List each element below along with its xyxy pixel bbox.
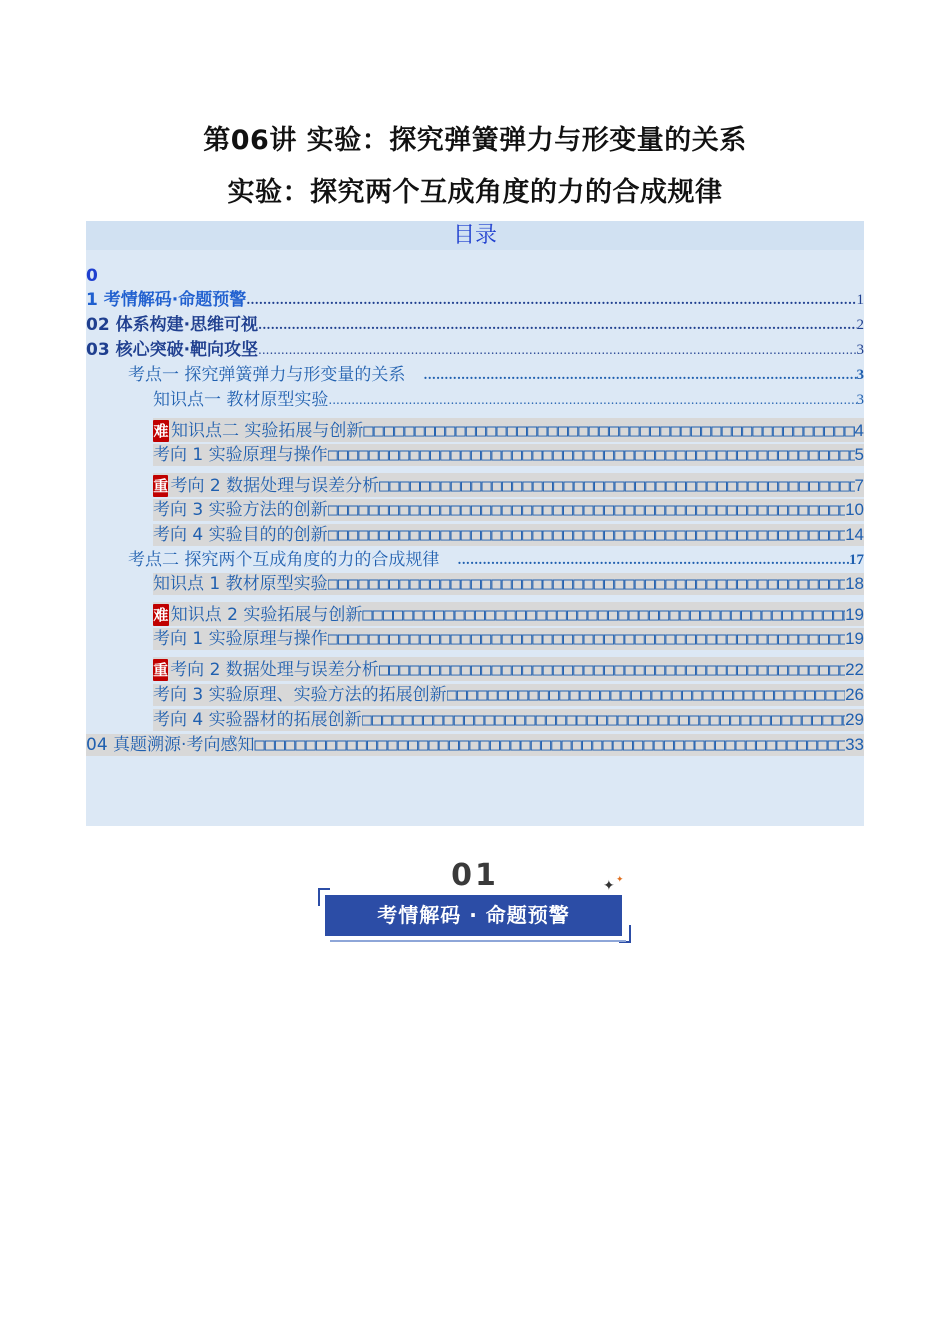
toc-entry-page: 19 <box>845 605 864 624</box>
toc-leader <box>328 524 845 546</box>
toc-top-marker: 0 <box>86 266 98 286</box>
toc-leader <box>246 289 856 311</box>
toc-entry-page: 3 <box>856 367 864 383</box>
toc-entry-label: 03 核心突破·靶向攻坚 <box>86 340 259 360</box>
toc-leader <box>362 709 845 731</box>
toc-entry-12[interactable] <box>153 573 864 595</box>
toc-entry-13[interactable] <box>153 602 864 626</box>
toc-entry-16[interactable] <box>153 684 864 706</box>
toc-entry-page: 2 <box>856 317 864 333</box>
section-number: 01 <box>451 858 499 893</box>
toc-entry-page: 19 <box>845 629 864 648</box>
toc-entry-label: 考点一 探究弹簧弹力与形变量的关系 <box>128 365 406 385</box>
toc-leader <box>379 659 845 681</box>
toc-entry-6[interactable] <box>153 418 864 442</box>
toc-entry-9[interactable] <box>153 499 864 521</box>
toc-entry-page: 17 <box>849 552 864 568</box>
key-point-badge-icon: 重 <box>153 661 169 679</box>
toc-entry-label: 知识点一 教材原型实验 <box>153 390 329 410</box>
toc-entry-label: 考向 1 实验原理与操作 <box>153 445 328 465</box>
toc-leader <box>328 444 855 466</box>
toc-entry-page: 7 <box>854 476 864 495</box>
toc-entry-label: 考向 4 实验器材的拓展创新 <box>153 710 362 730</box>
toc-entry-label: 考点二 探究两个互成角度的力的合成规律 <box>128 550 440 570</box>
toc-entry-10[interactable] <box>153 524 864 546</box>
toc-entry-label: 考向 3 实验原理、实验方法的拓展创新 <box>153 685 447 705</box>
toc-entry-page: 5 <box>854 445 864 464</box>
toc-leader <box>379 475 854 497</box>
key-point-badge-icon: 重 <box>153 477 169 495</box>
toc-entry-1[interactable] <box>86 289 864 311</box>
toc-leader <box>423 364 856 386</box>
toc-leader <box>258 314 856 336</box>
toc-entry-15[interactable] <box>153 657 864 681</box>
toc-entry-label: 考向 1 实验原理与操作 <box>153 629 328 649</box>
toc-entry-4[interactable] <box>116 364 864 386</box>
toc-entry-label: 考向 2 数据处理与误差分析 <box>170 660 379 680</box>
toc-entry-page: 4 <box>854 421 864 440</box>
toc-entry-label: 02 体系构建·思维可视 <box>86 315 259 335</box>
toc-leader <box>363 420 854 442</box>
small-sparkle-icon: ✦ <box>616 875 624 885</box>
toc-entry-label: 知识点 2 实验拓展与创新 <box>170 605 363 625</box>
toc-entry-page: 18 <box>845 574 864 593</box>
toc-leader <box>328 573 845 595</box>
toc-entry-page: 10 <box>845 500 864 519</box>
banner-underline <box>330 940 626 942</box>
toc-leader <box>254 734 845 756</box>
toc-leader <box>328 628 845 650</box>
toc-leader <box>447 684 845 706</box>
toc-entry-page: 26 <box>845 685 864 704</box>
toc-entry-page: 29 <box>845 710 864 729</box>
toc-leader <box>258 339 856 361</box>
sparkle-icon: ✦ <box>603 878 615 894</box>
toc-entry-page: 14 <box>845 525 864 544</box>
toc-entry-label: 考向 4 实验目的的创新 <box>153 525 328 545</box>
section-banner: 考情解码 · 命题预警 <box>325 895 622 936</box>
toc-leader <box>328 389 856 411</box>
toc-leader <box>328 499 845 521</box>
toc-entry-17[interactable] <box>153 709 864 731</box>
toc-heading: 目录 <box>86 221 864 250</box>
toc-entry-page: 22 <box>845 660 864 679</box>
toc-entry-label: 04 真题溯源·考向感知 <box>86 735 255 755</box>
toc-entry-page: 1 <box>856 292 864 308</box>
toc-leader <box>362 604 845 626</box>
difficulty-badge-icon: 难 <box>153 606 169 624</box>
toc-entry-14[interactable] <box>153 628 864 650</box>
toc-entry-3[interactable] <box>86 339 864 361</box>
toc-entry-18[interactable] <box>86 734 864 756</box>
toc-entry-label: 1 考情解码·命题预警 <box>86 290 247 310</box>
toc-entry-8[interactable] <box>153 473 864 497</box>
toc-entry-page: 3 <box>856 392 864 408</box>
toc-entry-2[interactable] <box>86 314 864 336</box>
toc-entry-5[interactable] <box>153 389 864 411</box>
toc-entry-label: 知识点 1 教材原型实验 <box>153 574 328 594</box>
toc-leader <box>457 549 849 571</box>
toc-entry-page: 33 <box>845 735 864 754</box>
difficulty-badge-icon: 难 <box>153 422 169 440</box>
toc-entry-label: 考向 2 数据处理与误差分析 <box>170 476 380 496</box>
document-title-line-1: 第06讲 实验：探究弹簧弹力与形变量的关系 <box>203 125 747 156</box>
toc-entry-11[interactable] <box>116 549 864 571</box>
toc-entry-7[interactable] <box>153 444 864 466</box>
toc-entry-page: 3 <box>856 342 864 358</box>
toc-entry-label: 考向 3 实验方法的创新 <box>153 500 328 520</box>
toc-entry-label: 知识点二 实验拓展与创新 <box>171 421 364 441</box>
document-title-line-2: 实验：探究两个互成角度的力的合成规律 <box>227 177 723 208</box>
